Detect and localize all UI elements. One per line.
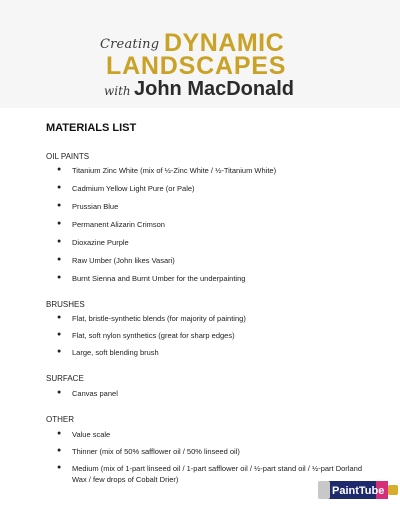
list-item: Permanent Alizarin Crimson (72, 220, 165, 229)
list-item: Medium (mix of 1-part linseed oil / 1-part safflower oil / ½-part stand oil / ½-part Dorland Wax / few drops of Cobalt Drier) (72, 464, 362, 484)
bullet-icon: ● (57, 274, 62, 281)
bullet-icon: ● (57, 184, 62, 191)
list-item: Value scale (72, 430, 111, 439)
logo-text: PaintTube (332, 485, 385, 497)
title-creating: Creating (100, 37, 160, 52)
bullet-icon: ● (57, 331, 62, 338)
bullet-icon: ● (57, 220, 62, 227)
list-item: Cadmium Yellow Light Pure (or Pale) (72, 184, 195, 193)
bullet-icon: ● (57, 256, 62, 263)
page-header (0, 0, 400, 108)
bullet-icon: ● (57, 166, 62, 173)
section-title-other: OTHER (46, 415, 74, 424)
title-dynamic: DYNAMIC (164, 29, 285, 57)
list-item: Titanium Zinc White (mix of ½-Zinc White / ½-Titanium White) (72, 166, 277, 175)
bullet-icon: ● (57, 238, 62, 245)
title-landscapes: LANDSCAPES (106, 52, 287, 80)
title-with: with (104, 84, 131, 98)
instructor-name: John MacDonald (134, 78, 295, 100)
list-item: Raw Umber (John likes Vasari) (72, 256, 175, 265)
list-item: Flat, soft nylon synthetics (great for sharp edges) (72, 331, 235, 340)
list-item: Flat, bristle-synthetic blends (for majority of painting) (72, 314, 246, 323)
list-item: Prussian Blue (72, 202, 119, 211)
list-item: Burnt Sienna and Burnt Umber for the underpainting (72, 274, 246, 283)
bullet-icon: ● (57, 348, 62, 355)
bullet-icon: ● (57, 464, 62, 471)
list-item: Dioxazine Purple (72, 238, 129, 247)
list-item: Canvas panel (72, 389, 118, 398)
bullet-icon: ● (57, 447, 62, 454)
paint-tube-logo (316, 475, 400, 505)
section-title-oil-paints: OIL PAINTS (46, 152, 90, 161)
list-item: Thinner (mix of 50% safflower oil / 50% linseed oil) (72, 447, 240, 456)
bullet-icon: ● (57, 430, 62, 437)
bullet-icon: ● (57, 202, 62, 209)
bullet-icon: ● (57, 314, 62, 321)
list-item: Large, soft blending brush (72, 348, 159, 357)
bullet-icon: ● (57, 389, 62, 396)
section-title-brushes: BRUSHES (46, 300, 85, 309)
section-title-surface: SURFACE (46, 374, 84, 383)
page-title: MATERIALS LIST (46, 122, 137, 134)
course-title (100, 30, 340, 106)
